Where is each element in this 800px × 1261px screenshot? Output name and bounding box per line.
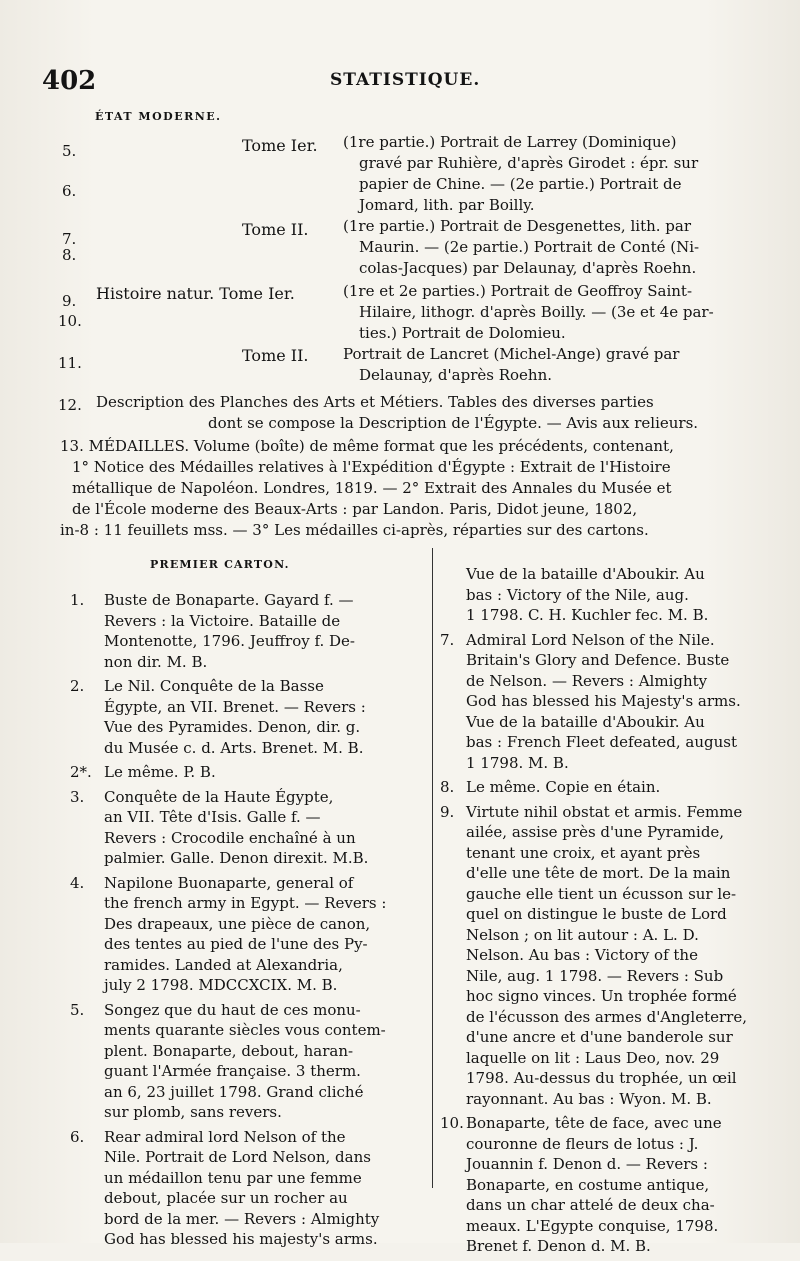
text-line: sur plomb, sans revers. <box>104 1103 282 1121</box>
text-line: in-8 : 11 feuillets mss. — 3° Les médailles ci-après, réparties sur des cartons. <box>60 521 649 539</box>
text-line: the french army in Egypt. — Revers : <box>104 894 387 912</box>
text-line: gravé par Ruhière, d'après Girodet : épr. sur <box>359 154 699 172</box>
text-line: Le Nil. Conquête de la Basse <box>104 677 324 695</box>
list-item <box>70 762 430 783</box>
text-line: de l'écusson des armes d'Angleterre, <box>466 1007 747 1026</box>
text-line: Description des Planches des Arts et Métiers. Tables des diverses parties <box>96 393 654 411</box>
text-line: 1 1798. M. B. <box>466 753 569 772</box>
text-line: Bonaparte, en costume antique, <box>466 1175 710 1194</box>
list-item <box>70 787 430 869</box>
text-line: 1798. Au-dessus du trophée, un œil <box>466 1069 737 1087</box>
item-number: 8. <box>440 778 455 796</box>
entry-number: 8. <box>62 246 77 264</box>
text-line: Le même. P. B. <box>104 763 216 781</box>
volume-label: Tome II. <box>242 220 309 239</box>
text-line: bas : Victory of the Nile, aug. <box>466 585 689 604</box>
text-line: bas : French Fleet defeated, august <box>466 733 738 751</box>
left-column <box>70 590 430 1254</box>
text-line: (1re et 2e parties.) Portrait de Geoffroy Saint- <box>343 282 693 300</box>
volume-label: Histoire natur. Tome Ier. <box>96 284 295 303</box>
entry-number: 11. <box>58 354 82 372</box>
text-line: 1 1798. C. H. Kuchler fec. M. B. <box>466 606 709 624</box>
text-line: bord de la mer. — Revers : Almighty <box>104 1209 380 1228</box>
text-line: an VII. Tête d'Isis. Galle f. — <box>104 808 321 826</box>
text-line: guant l'Armée française. 3 therm. <box>104 1062 361 1080</box>
volume-label: Tome II. <box>242 346 309 365</box>
text-line: Admiral Lord Nelson of the Nile. <box>466 630 715 649</box>
text-line: july 2 1798. MDCCXCIX. M. B. <box>104 976 338 994</box>
running-head: STATISTIQUE. <box>330 70 481 90</box>
text-line: Revers : la Victoire. Bataille de <box>104 611 341 630</box>
text-line: Nile, aug. 1 1798. — Revers : Sub <box>466 966 724 985</box>
entry-number: 6. <box>62 182 77 200</box>
text-line: 1° Notice des Médailles relatives à l'Expédition d'Égypte : Extrait de l'Histoire <box>72 458 671 476</box>
text-line: Nelson ; on lit autour : A. L. D. <box>466 925 699 944</box>
item-number: 5. <box>70 1000 85 1019</box>
text-line: Jouannin f. Denon d. — Revers : <box>466 1155 708 1173</box>
text-line: dont se compose la Description de l'Égypte. — Avis aux relieurs. <box>208 414 699 432</box>
text-line: Britain's Glory and Defence. Buste <box>466 651 730 669</box>
list-item <box>440 802 775 1110</box>
text-line: Le même. Copie en étain. <box>466 778 661 796</box>
entry-number: 5. <box>62 142 77 160</box>
text-line: (1re partie.) Portrait de Larrey (Dominique) <box>343 133 677 151</box>
text-line: Songez que du haut de ces monu- <box>104 1000 361 1019</box>
text-line: Nelson. Au bas : Victory of the <box>466 946 698 964</box>
text-line: Revers : Crocodile enchaîné à un <box>104 828 356 847</box>
item-number: 6. <box>70 1127 85 1146</box>
section-label: ÉTAT MODERNE. <box>95 110 222 123</box>
item-number: 7. <box>440 630 455 649</box>
text-line: hoc signo vinces. Un trophée formé <box>466 987 737 1005</box>
entry-text <box>343 216 773 279</box>
text-line: Rear admiral lord Nelson of the <box>104 1127 346 1146</box>
item-number: 2*. <box>70 763 92 781</box>
entry-text <box>96 392 766 434</box>
text-line: de l'École moderne des Beaux-Arts : par Landon. Paris, Didot jeune, 1802, <box>72 500 638 518</box>
text-line: palmier. Galle. Denon direxit. M.B. <box>104 849 369 867</box>
entry-number: 12. <box>58 396 82 414</box>
item-number: 2. <box>70 677 85 695</box>
carton-title: PREMIER CARTON. <box>150 558 290 571</box>
list-item <box>70 1127 430 1250</box>
text-line: ailée, assise près d'une Pyramide, <box>466 823 725 841</box>
text-line: rayonnant. Au bas : Wyon. M. B. <box>466 1089 712 1108</box>
text-line: debout, placée sur un rocher au <box>104 1189 348 1207</box>
text-line: Des drapeaux, une pièce de canon, <box>104 914 371 933</box>
text-line: Delaunay, d'après Roehn. <box>359 366 553 384</box>
text-line: Nile. Portrait de Lord Nelson, dans <box>104 1148 371 1166</box>
text-line: laquelle on lit : Laus Deo, nov. 29 <box>466 1048 720 1067</box>
list-item <box>70 873 430 996</box>
text-line: Égypte, an VII. Brenet. — Revers : <box>104 697 366 716</box>
list-item <box>440 777 775 798</box>
text-line: colas-Jacques) par Delaunay, d'après Roehn. <box>359 259 697 277</box>
medals-paragraph <box>60 436 762 541</box>
text-line: dans un char attelé de deux cha- <box>466 1196 715 1214</box>
text-line: ramides. Landed at Alexandria, <box>104 955 343 974</box>
text-line: Portrait de Lancret (Michel-Ange) gravé par <box>343 345 680 363</box>
text-line: plent. Bonaparte, debout, haran- <box>104 1041 354 1060</box>
text-line: du Musée c. d. Arts. Brenet. M. B. <box>104 738 364 757</box>
item-number: 3. <box>70 787 85 806</box>
text-line: God has blessed his Majesty's arms. <box>466 692 741 710</box>
entry-text <box>343 132 773 216</box>
text-line: Hilaire, lithogr. d'après Boilly. — (3e et 4e par- <box>359 303 714 321</box>
continued-text <box>466 564 775 626</box>
item-number: 10. <box>440 1114 464 1132</box>
entry-text <box>343 281 773 344</box>
volume-label: Tome Ier. <box>242 136 318 155</box>
text-line: God has blessed his majesty's arms. <box>104 1230 378 1248</box>
text-line: non dir. M. B. <box>104 652 208 671</box>
text-line: d'elle une tête de mort. De la main <box>466 864 731 882</box>
text-line: Jomard, lith. par Boilly. <box>359 196 535 214</box>
text-line: de Nelson. — Revers : Almighty <box>466 671 708 690</box>
right-column <box>440 564 775 1261</box>
text-line: Montenotte, 1796. Jeuffroy f. De- <box>104 632 356 650</box>
text-line: ties.) Portrait de Dolomieu. <box>359 324 566 342</box>
entry-number: 7. <box>62 230 77 248</box>
text-line: ments quarante siècles vous contem- <box>104 1021 386 1039</box>
list-item <box>70 1000 430 1123</box>
text-line: meaux. L'Egypte conquise, 1798. <box>466 1216 719 1235</box>
list-item <box>70 590 430 672</box>
item-number: 1. <box>70 591 85 609</box>
text-line: couronne de fleurs de lotus : J. <box>466 1134 699 1153</box>
text-line: Maurin. — (2e partie.) Portrait de Conté (Ni- <box>359 238 700 256</box>
column-divider <box>432 548 433 1188</box>
entry-text <box>343 344 773 386</box>
text-line: un médaillon tenu par une femme <box>104 1168 362 1187</box>
text-line: Bonaparte, tête de face, avec une <box>466 1114 722 1132</box>
text-line: des tentes au pied de l'une des Py- <box>104 935 368 953</box>
entry-number: 10. <box>58 312 82 330</box>
page-number: 402 <box>42 66 97 96</box>
text-line: Conquête de la Haute Égypte, <box>104 787 334 806</box>
text-line: Virtute nihil obstat et armis. Femme <box>466 802 743 821</box>
text-line: quel on distingue le buste de Lord <box>466 905 727 923</box>
text-line: papier de Chine. — (2e partie.) Portrait de <box>359 175 682 193</box>
text-line: métallique de Napoléon. Londres, 1819. — 2° Extrait des Annales du Musée et <box>72 479 672 497</box>
entry-number: 9. <box>62 292 77 310</box>
item-number: 4. <box>70 873 85 892</box>
text-line: Brenet f. Denon d. M. B. <box>466 1237 651 1255</box>
text-line: Vue de la bataille d'Aboukir. Au <box>466 565 705 583</box>
list-item <box>440 1113 775 1257</box>
text-line: Vue de la bataille d'Aboukir. Au <box>466 712 705 731</box>
item-number: 9. <box>440 802 455 821</box>
text-line: an 6, 23 juillet 1798. Grand cliché <box>104 1082 364 1101</box>
text-line: Vue des Pyramides. Denon, dir. g. <box>104 718 361 736</box>
list-item <box>70 676 430 758</box>
text-line: d'une ancre et d'une banderole sur <box>466 1028 733 1046</box>
list-item <box>440 630 775 774</box>
text-line: (1re partie.) Portrait de Desgenettes, lith. par <box>343 217 692 235</box>
text-line: Napilone Buonaparte, general of <box>104 873 354 892</box>
text-line: 13. MÉDAILLES. Volume (boîte) de même format que les précédents, contenant, <box>60 437 674 455</box>
text-line: tenant une croix, et ayant près <box>466 843 701 862</box>
text-line: Buste de Bonaparte. Gayard f. — <box>104 591 354 609</box>
text-line: gauche elle tient un écusson sur le- <box>466 884 737 903</box>
